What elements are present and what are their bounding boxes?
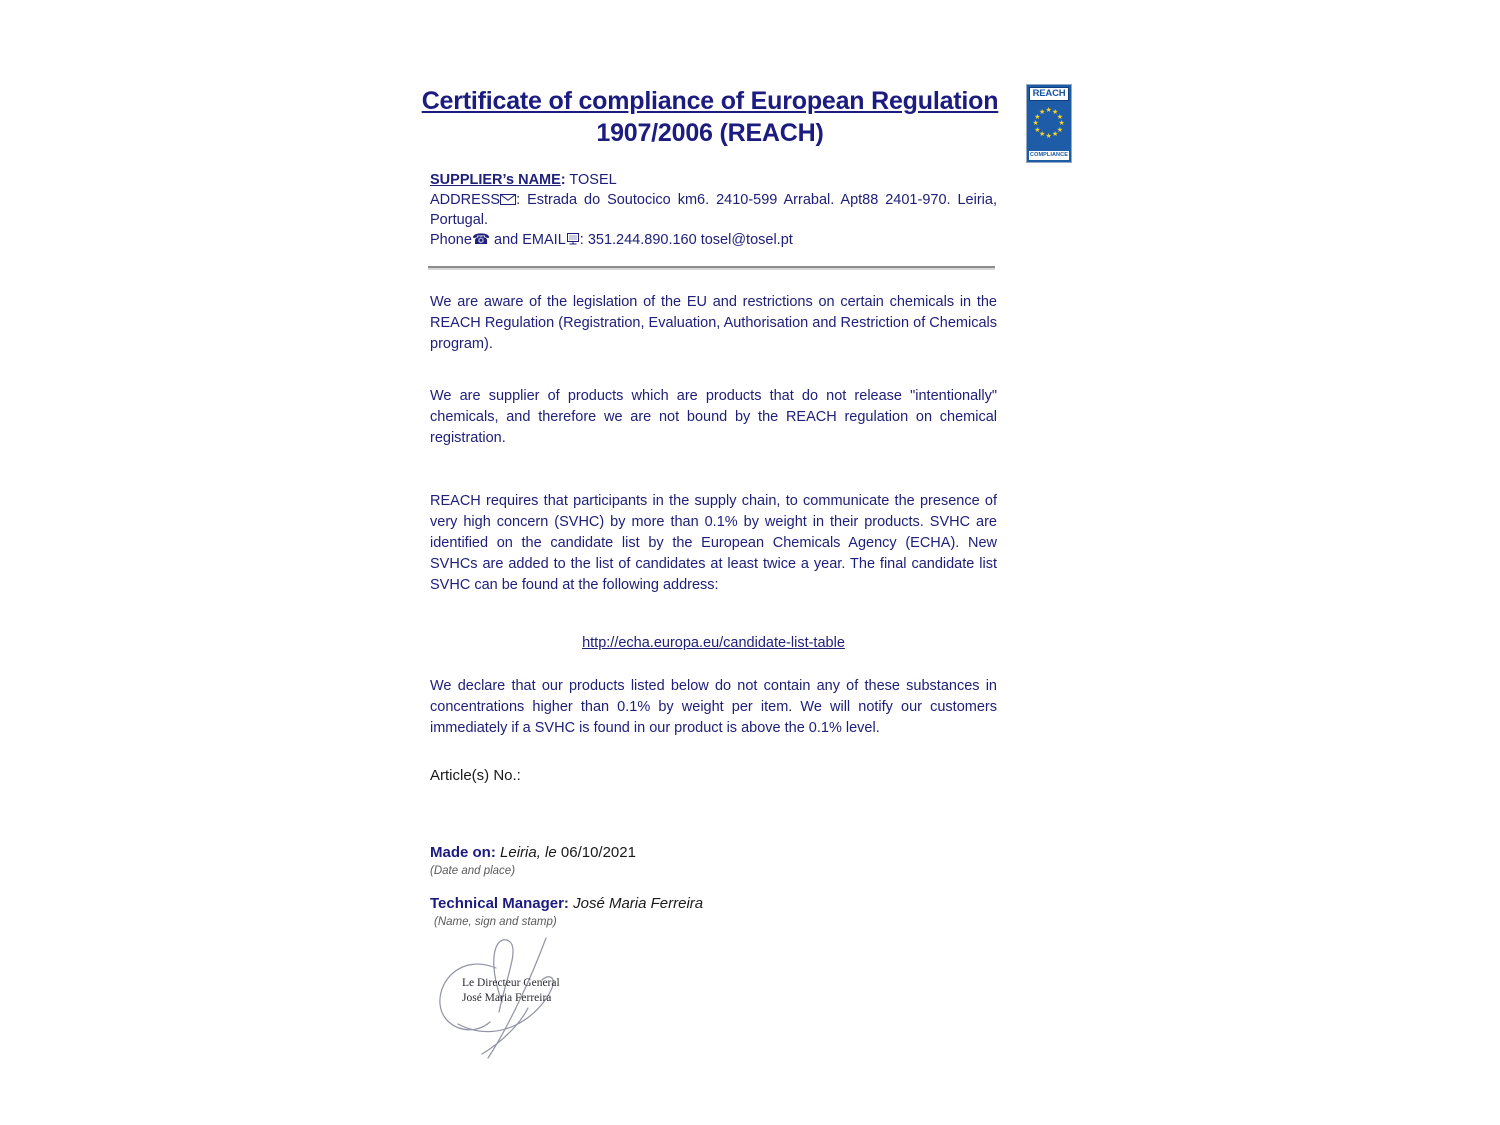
technical-manager-line xyxy=(430,894,997,914)
candidate-list-link-line xyxy=(430,635,997,651)
reach-logo-label: REACH xyxy=(1029,87,1069,101)
stamp-text-line1: Le Directeur General xyxy=(462,977,560,989)
eu-star-icon: ★ xyxy=(1045,132,1052,140)
eu-stars-icon xyxy=(1029,101,1069,151)
signature-stamp xyxy=(424,928,659,1068)
email-label: and EMAIL xyxy=(490,232,566,248)
eu-star-icon: ★ xyxy=(1052,130,1059,139)
date-place-note: (Date and place) xyxy=(430,865,516,877)
candidate-list-link[interactable]: http://echa.europa.eu/candidate-list-table xyxy=(582,634,845,651)
stamp-text xyxy=(462,976,560,1006)
supplier-name-label: SUPPLIER’s NAME xyxy=(430,172,561,188)
eu-star-icon: ★ xyxy=(1032,119,1039,127)
eu-star-icon: ★ xyxy=(1034,125,1041,134)
made-on-place: Leiria, le xyxy=(495,844,561,861)
eu-star-icon: ★ xyxy=(1052,107,1059,116)
eu-star-icon: ★ xyxy=(1056,125,1064,134)
compliance-logo-label: COMPLIANCE xyxy=(1030,152,1068,158)
paragraph-reach-requires: REACH requires that participants in the supply chain, to communicate the presence of very high concern (SVHC) by more than 0.1% by weight in their products. SVHC are identified on the candidate list by the European Chemicals Agency (ECHA). New SVHCs are added to the list of candidates at least twice a year. The final candidate list SVHC can be found at the following address: xyxy=(430,493,997,593)
envelope-icon xyxy=(500,192,516,208)
eu-star-icon: ★ xyxy=(1058,119,1065,127)
eu-star-icon: ★ xyxy=(1034,112,1041,121)
paragraph-aware: We are aware of the legislation of the EU and restrictions on certain chemicals in the REACH Regulation (Registration, Evaluation, Authorisation and Restriction of Chemicals program). xyxy=(430,294,997,352)
supplier-name-line xyxy=(430,170,997,190)
eu-star-icon: ★ xyxy=(1056,112,1064,121)
supplier-block xyxy=(430,170,997,250)
phone-label: Phone xyxy=(430,232,472,248)
supplier-contact-line xyxy=(430,230,997,250)
eu-star-icon: ★ xyxy=(1039,130,1046,139)
page-title-line1: Certificate of compliance of European Regulation xyxy=(421,87,999,115)
address-value: : Estrada do Soutocico km6. 2410-599 Arrabal. Apt88 2401-970. Leiria, Portugal. xyxy=(430,192,997,228)
name-sign-note: (Name, sign and stamp) xyxy=(434,916,557,928)
supplier-name-value: TOSEL xyxy=(565,172,617,188)
eu-star-icon: ★ xyxy=(1045,106,1052,114)
computer-icon xyxy=(566,232,580,248)
section-divider xyxy=(428,266,995,268)
page-title xyxy=(380,85,1040,149)
technical-manager-label: Technical Manager: xyxy=(430,895,569,912)
reach-compliance-logo xyxy=(1026,84,1072,163)
stamp-text-line2: José Maria Ferreira xyxy=(462,992,552,1004)
paragraph-declare: We declare that our products listed below do not contain any of these substances in concentrations higher than 0.1% by weight per item. We will notify our customers immediately if a SVHC is found in our product is above the 0.1% level. xyxy=(430,678,997,736)
address-label: ADDRESS xyxy=(430,192,501,208)
eu-star-icon: ★ xyxy=(1039,107,1046,116)
phone-icon: ☎ xyxy=(471,232,490,248)
made-on-label: Made on: xyxy=(430,844,496,861)
contact-value: : 351.244.890.160 tosel@tosel.pt xyxy=(579,232,793,248)
supplier-name-colon: : xyxy=(560,172,566,188)
technical-manager-value: José Maria Ferreira xyxy=(568,895,704,912)
paragraph-supplier-products: We are supplier of products which are products that do not release "intentionally" chemicals, and therefore we are not bound by the REACH regulation on chemical registration. xyxy=(430,388,997,446)
made-on-line xyxy=(430,843,997,863)
made-on-date: 06/10/2021 xyxy=(560,844,636,861)
articles-label: Article(s) No.: xyxy=(430,767,521,784)
page-title-line2: 1907/2006 (REACH) xyxy=(596,119,824,147)
supplier-address-line xyxy=(430,190,997,230)
